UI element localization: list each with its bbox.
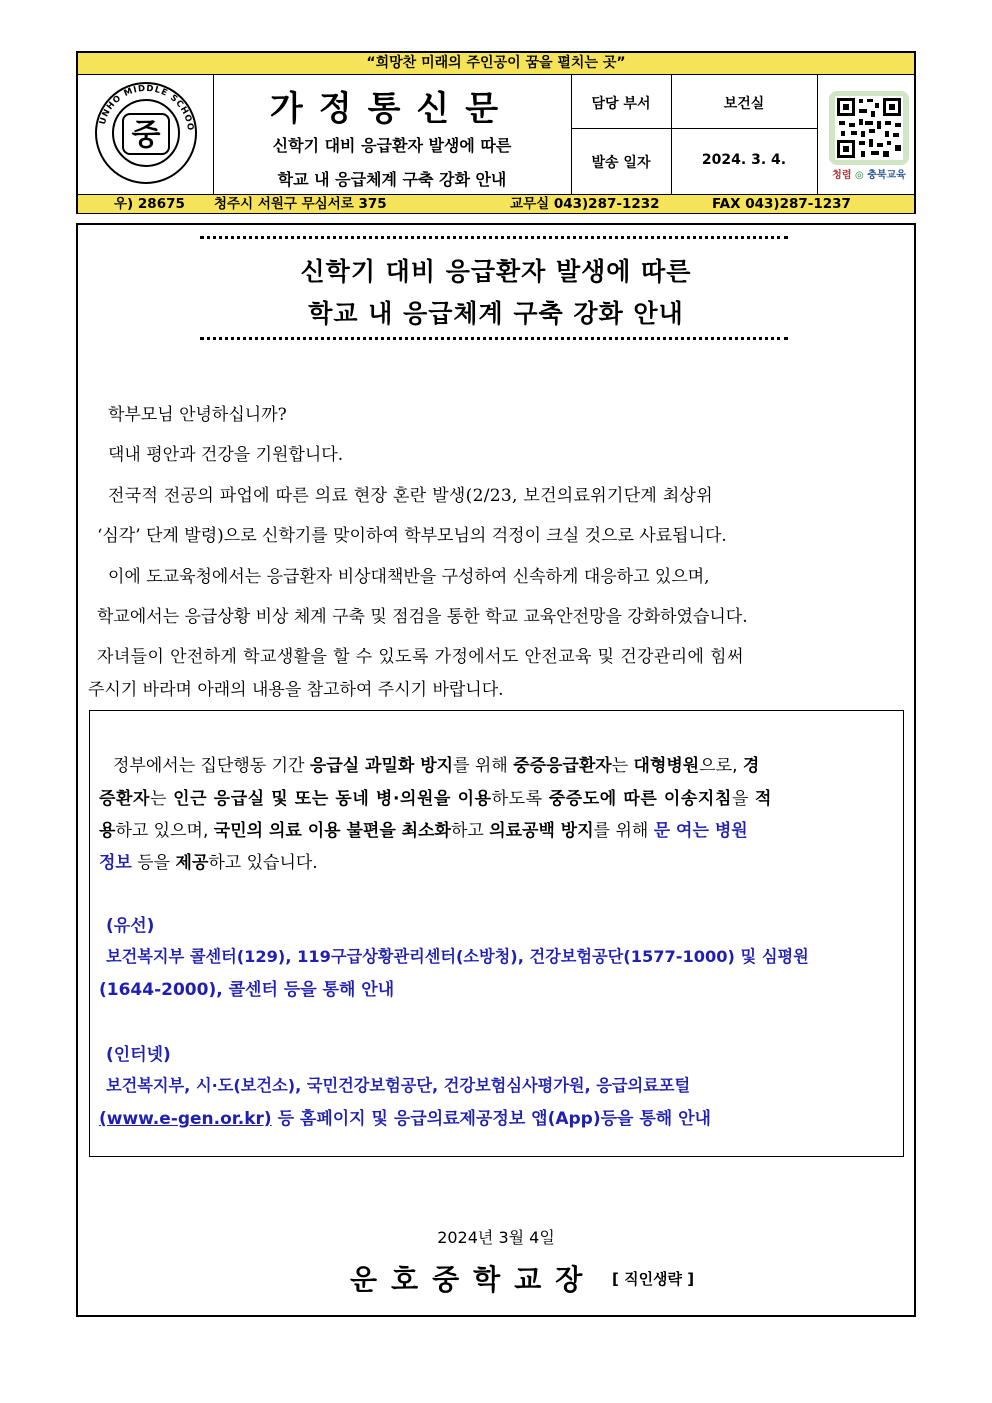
school-motto: “희망찬 미래의 주인공이 꿈을 펼치는 곳”: [78, 53, 914, 75]
contact-bar: [78, 194, 914, 213]
address: 청주시 서원구 무심서로 375: [214, 196, 387, 212]
date-value: 2024. 3. 4.: [701, 152, 787, 168]
info-line1: 정부에서는 집단행동 기간 응급실 과밀화 방지를 위해 중증응급환자는 대형병원으로, 경: [113, 756, 760, 776]
newsletter-title: 가정통신문: [269, 89, 515, 129]
paragraph-request-line2: 주시기 바라며 아래의 내용을 참고하여 주시기 바랍니다.: [88, 680, 504, 700]
qr-caption-right: 충북교육: [867, 170, 906, 181]
fax-number: FAX 043)287-1237: [712, 196, 851, 212]
header-subtitle-line1: 신학기 대비 응급환자 발생에 따른: [272, 136, 512, 155]
qr-code-icon[interactable]: [829, 91, 909, 165]
wish-line: 댁내 평안과 건강을 기원합니다.: [108, 445, 344, 465]
header-subtitle-line2: 학교 내 응급체계 구축 강화 안내: [277, 170, 507, 189]
wired-line1: 보건복지부 콜센터(129), 119구급상황관리센터(소방청), 건강보험공단(1577-1000) 및 심평원: [106, 947, 809, 966]
logo-ring-text: UNHO MIDDLE SCHOO: [97, 83, 196, 132]
paragraph-response-line1: 이에 도교육청에서는 응급환자 비상대책반을 구성하여 신속하게 대응하고 있으며,: [108, 567, 710, 587]
letter-heading-line1: 신학기 대비 응급환자 발생에 따른: [300, 257, 692, 286]
qr-caption: 청렴 ◎ 충북교육: [832, 170, 906, 181]
internet-line1: 보건복지부, 시·도(보건소), 국민건강보험공단, 건강보험심사평가원, 응급의료포털: [106, 1076, 691, 1095]
paragraph-response-line2: 학교에서는 응급상황 비상 체계 구축 및 점검을 통한 학교 교육안전망을 강화하였습니다.: [97, 607, 748, 627]
wired-line2: (1644-2000), 콜센터 등을 통해 안내: [99, 980, 395, 1000]
qr-caption-left: 청렴: [832, 170, 852, 181]
internet-section-title: (인터넷): [106, 1045, 171, 1065]
wired-section-title: (유선): [106, 916, 155, 936]
seal-omitted-note: [ 직인생략 ]: [612, 1270, 695, 1288]
dept-value: 보건실: [723, 96, 765, 112]
issue-date: 2024년 3월 4일: [437, 1228, 555, 1247]
logo-char: 중: [131, 118, 161, 153]
paragraph-strike-line1: 전국적 전공의 파업에 따른 의료 현장 혼란 발생(2/23, 보건의료위기단계 최상위: [108, 486, 714, 506]
newsletter-header: [76, 51, 916, 214]
heading-divider-bottom: [200, 337, 788, 340]
info-line3: 용하고 있으며, 국민의 의료 이용 불편을 최소화하고 의료공백 방지를 위해 문 여는 병원: [99, 821, 748, 841]
postal-code: 우) 28675: [114, 196, 185, 212]
paragraph-strike-line2: ‘심각’ 단계 발령)으로 신학기를 맞이하여 학부모님의 걱정이 크실 것으로 사료됩니다.: [97, 526, 727, 546]
letter-heading-line2: 학교 내 응급체계 구축 강화 안내: [308, 299, 684, 328]
internet-line2: (www.e-gen.or.kr) 등 홈페이지 및 응급의료제공정보 앱(App)등을 통해 안내: [99, 1109, 711, 1129]
greeting: 학부모님 안녕하십니까?: [108, 405, 287, 425]
office-phone: 교무실 043)287-1232: [510, 196, 660, 212]
egen-portal-link[interactable]: (www.e-gen.or.kr): [99, 1109, 272, 1129]
date-label: 발송 일자: [591, 155, 651, 171]
heading-divider-top: [200, 236, 788, 239]
info-line4: 정보 등을 제공하고 있습니다.: [99, 853, 318, 873]
dept-label: 담당 부서: [591, 96, 651, 112]
info-line2: 증환자는 인근 응급실 및 또는 동네 병·의원을 이용하도록 중증도에 따른 이송지침을 적: [99, 789, 773, 809]
school-logo: [90, 77, 202, 189]
paragraph-request-line1: 자녀들이 안전하게 학교생활을 할 수 있도록 가정에서도 안전교육 및 건강관리에 힘써: [97, 647, 744, 667]
principal-signature: 운호중학교장: [350, 1263, 597, 1296]
